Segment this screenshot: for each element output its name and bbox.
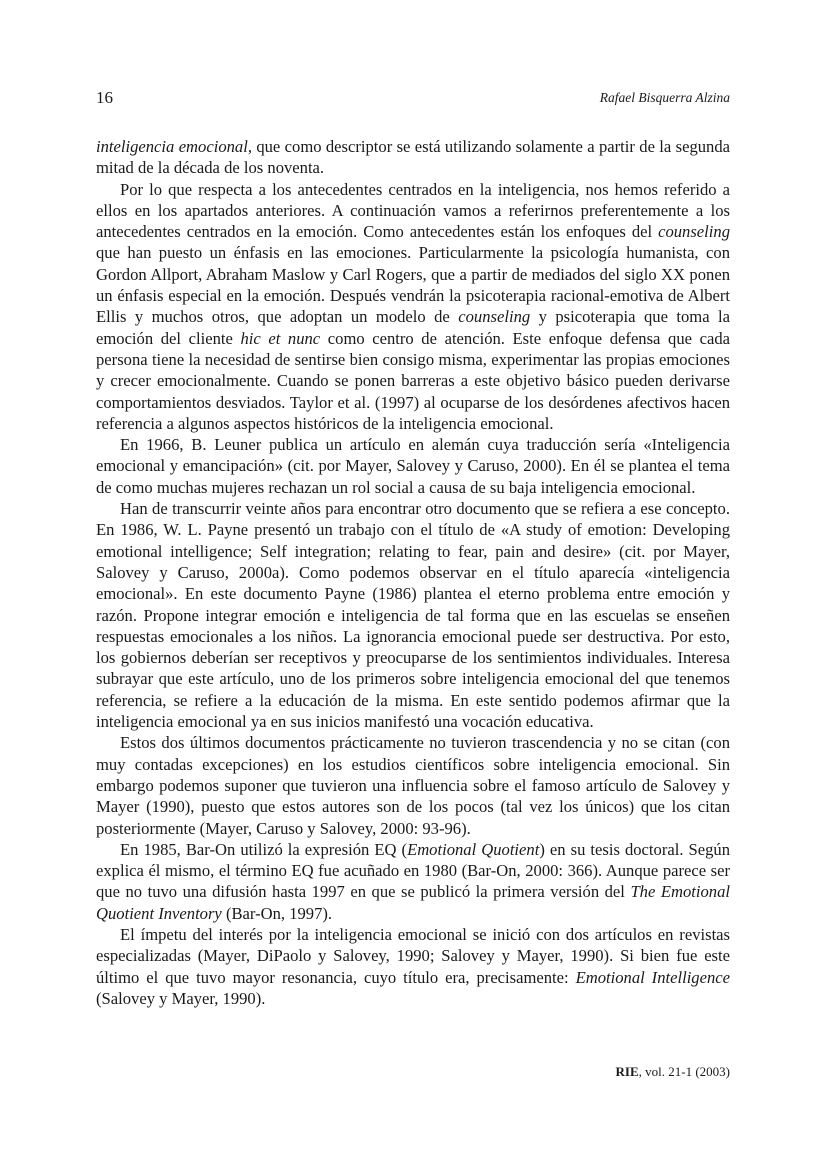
page-header — [96, 88, 730, 112]
paragraph-6 — [96, 839, 730, 924]
text-run: El ímpetu del interés por la inteligencia emocional se inició con dos artículos en revistas especializadas (Mayer, DiPaolo y Salovey, 1990; Salovey y Mayer, 1990). Si bien fue este último el que tuvo mayor resonancia, cuyo título era, precisamente: — [96, 924, 730, 987]
text-run: En 1985, Bar-On utilizó la expresión EQ ( — [120, 839, 408, 859]
paragraph-1 — [96, 136, 730, 179]
text-run: y psicoterapia que toma la emoción del cliente — [96, 307, 731, 348]
text-run: Han de transcurrir veinte años para encontrar otro documento que se refiera a ese concepto. En 1986, W. L. Payne presentó un trabajo con el título de «A study of emotion: Developing emotional intelligence; Self integration; relating to fear, pain and desire» (cit. por Mayer, Salovey y Caruso, 2000a). Como podemos observar en el título aparecía «inteligencia emocional». En este documento Payne (1986) plantea el eterno problema entre emoción y razón. Propone integrar emoción e inteligencia de tal forma que en las escuelas se enseñen respuestas emocionales a los niños. La ignorancia emocional puede ser destructiva. Por esto, los gobiernos deberían ser receptivos y preocuparse de los sentimientos individuales. Interesa subrayar que este artículo, uno de los primeros sobre inteligencia emocional del que tenemos referencia, se refiere a la educación de la misma. En este sentido podemos afirmar que la inteligencia emocional ya en sus inicios manifestó una vocación educativa. — [96, 499, 730, 732]
journal-issue: , vol. 21-1 (2003) — [638, 1064, 730, 1079]
italic-text-run: counseling — [458, 307, 531, 327]
italic-text-run: The Emotional Quotient Inventory — [96, 882, 730, 923]
body-text — [96, 136, 730, 1009]
text-run: En 1966, B. Leuner publica un artículo en alemán cuya traducción sería «Inteligencia emocional y emancipación» (cit. por Mayer, Salovey y Caruso, 2000). En él se plantea el tema de como muchas mujeres rechazan un rol social a causa de su baja inteligencia emocional. — [96, 435, 730, 497]
paragraph-5 — [96, 732, 730, 838]
text-run: (Bar-On, 1997). — [221, 903, 333, 923]
paragraph-2 — [96, 179, 730, 435]
text-run: Estos dos últimos documentos prácticamente no tuvieron trascendencia y no se citan (con muy contadas excepciones) en los estudios científicos sobre inteligencia emocional. Sin embargo podemos suponer que tuvieron una influencia sobre el famoso artículo de Salovey y Mayer (1990), puesto que estos autores son de los pocos (tal vez los únicos) que los citan posteriormente (Mayer, Caruso y Salovey, 2000: 93-96). — [96, 733, 730, 838]
text-run: que han puesto un énfasis en las emociones. Particularmente la psicología humanista, con Gordon Allport, Abraham Maslow y Carl Rogers, que a partir de mediados del siglo XX ponen un énfasis especial en la emoción. Después vendrán la psicoterapia racional-emotiva de Albert Ellis y muchos otros, que adoptan un modelo de — [96, 243, 730, 327]
paragraph-7 — [96, 924, 730, 1009]
page-footer — [616, 1064, 730, 1080]
italic-text-run: Emotional Quotient — [407, 839, 540, 859]
italic-text-run: inteligencia emocional — [96, 137, 248, 156]
text-run: ) en su tesis doctoral. Según explica él mismo, el término EQ fue acuñado en 1980 (Bar-On, 2000: 366). Aunque parece ser que no tuvo una difusión hasta 1997 en que se publicó la primera versión del — [96, 839, 731, 902]
paragraph-4 — [96, 498, 730, 732]
text-run: Por lo que respecta a los antecedentes centrados en la inteligencia, nos hemos referido a ellos en los apartados anteriores. A continuación vamos a referirnos preferentemente a los antecedentes centrados en la emoción. Como antecedentes están los enfoques del — [96, 179, 730, 242]
italic-text-run: hic et nunc — [240, 328, 321, 348]
text-run: , que como descriptor se está utilizando solamente a partir de la segunda mitad de la década de los noventa. — [96, 137, 731, 178]
document-page — [96, 86, 730, 1086]
italic-text-run: counseling — [658, 222, 730, 242]
italic-text-run: Emotional Intelligence — [575, 967, 730, 987]
running-head-author: Rafael Bisquerra Alzina — [599, 90, 730, 105]
text-run: (Salovey y Mayer, 1990). — [96, 988, 266, 1008]
page-number: 16 — [96, 88, 113, 107]
text-run: como centro de atención. Este enfoque defensa que cada persona tiene la necesidad de sentirse bien consigo misma, experimentar las propias emociones y crecer emocionalmente. Cuando se ponen barreras a este objetivo básico pueden derivarse comportamientos desviados. Taylor et al. (1997) al ocuparse de los desórdenes afectivos hacen referencia a algunos aspectos históricos de la inteligencia emocional. — [96, 328, 730, 433]
paragraph-3 — [96, 434, 730, 498]
journal-abbreviation: RIE — [615, 1064, 639, 1079]
